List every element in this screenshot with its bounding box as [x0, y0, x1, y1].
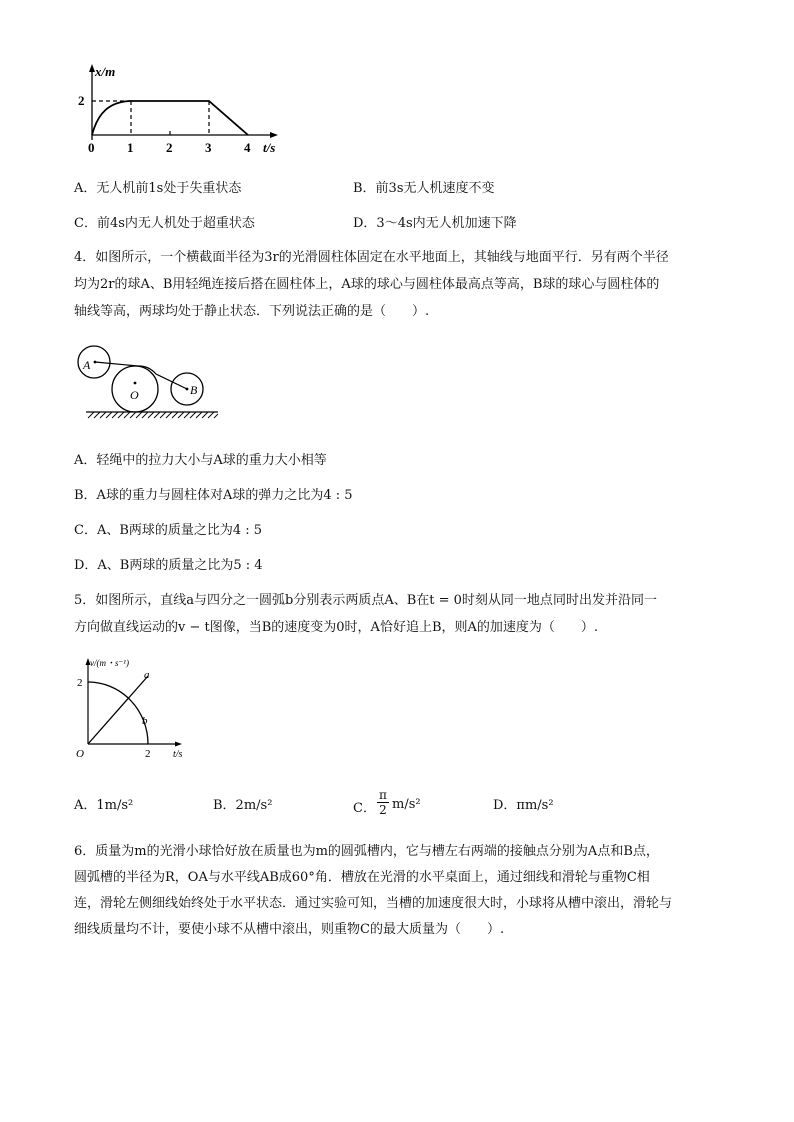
vt-y-label: v/(m・s⁻¹): [90, 658, 129, 668]
q4-stem-line1: 4．如图所示，一个横截面半径为3r的光滑圆柱体固定在水平地面上，其轴线与地面平行．另有两个半径: [74, 250, 669, 265]
q3-option-b: B．前3s无人机速度不变: [353, 181, 495, 196]
cylinder-center-dot: [134, 382, 137, 385]
q5-option-c-fraction: [377, 788, 389, 817]
label-center-o: O: [130, 388, 139, 402]
q4-option-b: B．A球的重力与圆柱体对A球的弹力之比为4 : 5: [74, 488, 353, 503]
q5-option-c-unit: m/s²: [392, 797, 421, 812]
q3-option-d: D．3～4s内无人机加速下降: [353, 216, 517, 231]
xt-x-arrow: [270, 132, 278, 138]
vt-x-arrow: [175, 742, 182, 747]
q5-option-a: A．1m/s²: [74, 798, 134, 813]
q5-stem-line1: 5．如图所示，直线a与四分之一圆弧b分别表示两质点A、B在t = 0时刻从同一地点同时出发并沿同一: [74, 593, 657, 608]
q4-option-c: C．A、B两球的质量之比为4 : 5: [74, 523, 263, 538]
q4-stem-line3: 轴线等高，两球均处于静止状态．下列说法正确的是（ ）.: [74, 304, 430, 319]
q3-option-c: C．前4s内无人机处于超重状态: [74, 216, 255, 231]
xt-curve: [92, 101, 248, 135]
xt-x-tick-1: 1: [127, 140, 134, 155]
q5-option-c-prefix: C．: [353, 801, 376, 816]
vt-label-a: a: [144, 669, 150, 681]
xt-y-tick-label: 2: [78, 93, 85, 108]
vt-x-tick-label: 2: [145, 748, 151, 760]
vt-x-label: t/s: [173, 749, 183, 760]
cylinder-balls-figure: [70, 334, 220, 424]
q6-stem-line2: 圆弧槽的半径为R，OA与水平线AB成60°角．槽放在光滑的水平桌面上，通过细线和滑轮与重物C相: [74, 870, 650, 885]
ground-hatching: [88, 412, 218, 418]
q6-stem-line4: 细线质量均不计，要使小球不从槽中滚出，则重物C的最大质量为（ ）.: [74, 922, 505, 937]
q4-option-a: A．轻绳中的拉力大小与A球的重力大小相等: [74, 453, 327, 468]
xt-x-tick-2: 2: [166, 140, 173, 155]
q4-option-d: D．A、B两球的质量之比为5 : 4: [74, 558, 263, 573]
vt-graph: [70, 654, 200, 762]
vt-label-b: b: [142, 715, 148, 727]
q6-stem-line1: 6．质量为m的光滑小球恰好放在质量也为m的圆弧槽内，它与槽左右两端的接触点分别为A点和B点，: [74, 844, 659, 859]
xt-x-tick-4: 4: [244, 140, 251, 155]
q6-stem-line3: 连，滑轮左侧细线始终处于水平状态．通过实验可知，当槽的加速度很大时，小球将从槽中滚出，滑轮与: [74, 896, 673, 911]
vt-origin-label: O: [76, 748, 84, 760]
xt-x-label: t/s: [263, 140, 276, 155]
xt-x-tick-3: 3: [205, 140, 212, 155]
xt-graph: [70, 62, 290, 160]
q5-option-c-denominator: 2: [379, 803, 387, 817]
label-ball-a: A: [83, 358, 91, 372]
xt-y-label: x/m: [95, 64, 116, 79]
q4-stem-line2: 均为2r的球A、B用轻绳连接后搭在圆柱体上，A球的球心与圆柱体最高点等高，B球的球心与圆柱体的: [74, 277, 660, 292]
q5-stem-line2: 方向做直线运动的v − t图像，当B的速度变为0时，A恰好追上B，则A的加速度为（ ）.: [74, 620, 599, 635]
q5-option-c-numerator: π: [377, 788, 389, 803]
rope: [95, 362, 187, 389]
q5-option-b: B．2m/s²: [213, 798, 273, 813]
q3-option-a: A．无人机前1s处于失重状态: [74, 181, 242, 196]
q5-option-d: D．πm/s²: [493, 798, 554, 813]
vt-y-tick-label: 2: [77, 677, 83, 689]
xt-x-tick-0: 0: [88, 140, 95, 155]
label-ball-b: B: [190, 383, 198, 397]
